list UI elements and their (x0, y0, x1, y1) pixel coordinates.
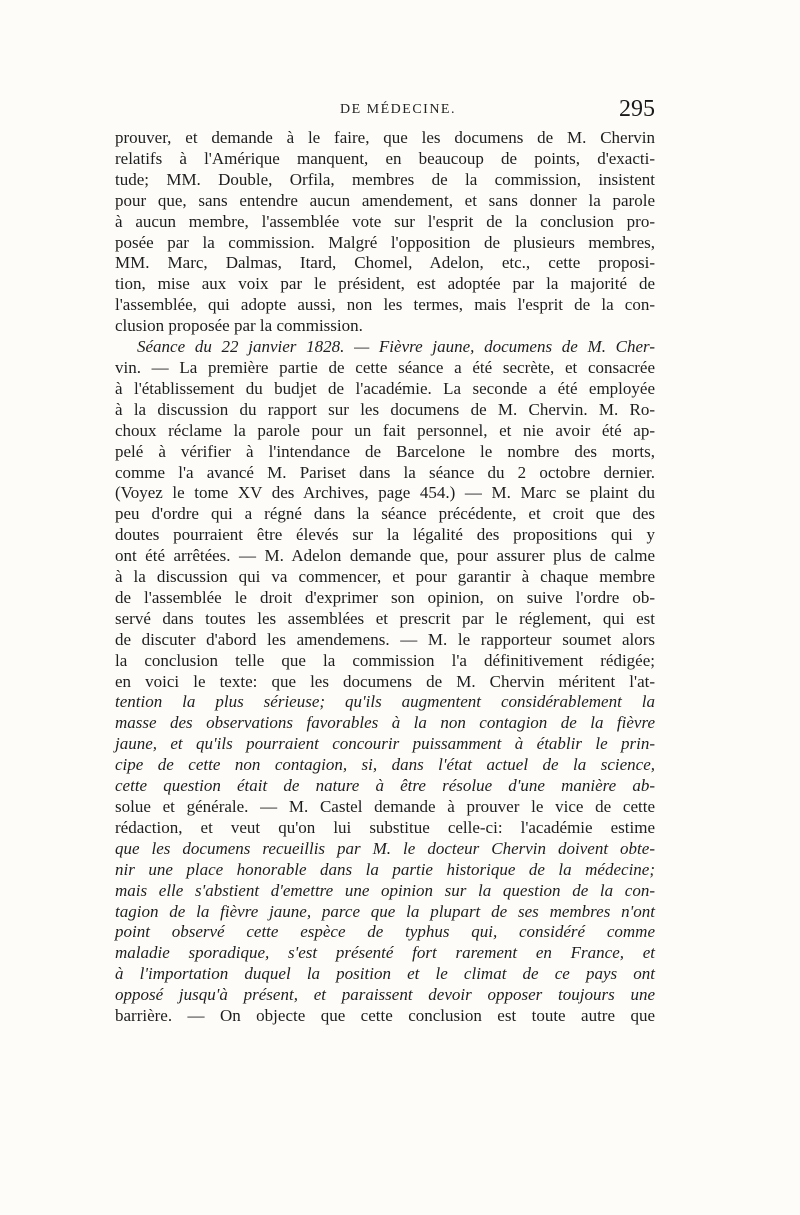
text-line: vin. — La première partie de cette séance a été secrète, et consacrée (115, 357, 655, 377)
running-title: DE MÉDECINE. (340, 102, 456, 117)
text-line: maladie sporadique, s'est présenté fort rarement en France, et (115, 943, 655, 963)
text-line: clusion proposée par la commission. (115, 316, 363, 336)
text-line: barrière. — On objecte que cette conclusion est toute autre que (115, 1006, 655, 1026)
text-line: peu d'ordre qui a régné dans la séance précédente, et croit que des (115, 504, 655, 524)
text-line: à l'importation duquel la position et le climat de ce pays ont (115, 964, 655, 984)
text-line: ont été arrêtées. — M. Adelon demande que, pour assurer plus de calme (115, 546, 655, 566)
body-text (115, 128, 655, 1027)
text-line: cipe de cette non contagion, si, dans l'état actuel de la science, (115, 755, 655, 775)
page-number: 295 (619, 96, 655, 122)
text-line: de l'assemblée le droit d'exprimer son opinion, on suive l'ordre ob- (115, 587, 655, 607)
text-line: jaune, et qu'ils pourraient concourir puissamment à établir le prin- (115, 734, 655, 754)
text-line: servé dans toutes les assemblées et prescrit par le réglement, qui est (115, 608, 655, 628)
text-line: en voici le texte: que les documens de M. Chervin méritent l'at- (115, 671, 655, 691)
text-line: tention la plus sérieuse; qu'ils augmentent considérablement la (115, 692, 655, 712)
text-line: que les documens recueillis par M. le docteur Chervin doivent obte- (115, 838, 655, 858)
text-line: pour que, sans entendre aucun amendement, et sans donner la parole (115, 190, 655, 210)
text-line: solue et générale. — M. Castel demande à prouver le vice de cette (115, 797, 655, 816)
text-line: doutes pourraient être élevés sur la légalité des propositions qui y (115, 525, 655, 545)
text-line: pelé à vérifier à l'intendance de Barcelone le nombre des morts, (115, 441, 655, 461)
text-line: comme l'a avancé M. Pariset dans la séance du 2 octobre dernier. (115, 462, 655, 482)
text-line: à la discussion du rapport sur les documens de M. Chervin. M. Ro- (115, 399, 655, 419)
text-line: choux réclame la parole pour un fait personnel, et nie avoir été ap- (115, 420, 655, 440)
text-line: à aucun membre, l'assemblée vote sur l'esprit de la conclusion pro- (115, 211, 655, 231)
text-line: tagion de la fièvre jaune, parce que la plupart de ses membres n'ont (115, 901, 655, 921)
text-line: relatifs à l'Amérique manquent, en beaucoup de points, d'exacti- (115, 148, 655, 168)
text-line: point observé cette espèce de typhus qui, considéré comme (115, 922, 655, 942)
text-line: de discuter d'abord les amendemens. — M. le rapporteur soumet alors (115, 629, 655, 649)
text-line: mais elle s'abstient d'emettre une opinion sur la question de la con- (115, 880, 655, 900)
text-line: (Voyez le tome XV des Archives, page 454.) — M. Marc se plaint du (115, 483, 655, 503)
page-header (115, 96, 655, 126)
text-line: à l'établissement du budjet de l'académie. La seconde a été employée (115, 378, 655, 398)
text-line: tude; MM. Double, Orfila, membres de la commission, insistent (115, 169, 655, 189)
text-line: à la discussion qui va commencer, et pour garantir à chaque membre (115, 567, 655, 587)
text-line: opposé jusqu'à présent, et paraissent devoir opposer toujours une (115, 985, 655, 1005)
text-line: l'assemblée, qui adopte aussi, non les termes, mais l'esprit de la con- (115, 295, 655, 315)
text-line: MM. Marc, Dalmas, Itard, Chomel, Adelon, etc., cette proposi- (115, 253, 655, 273)
text-line: cette question était de nature à être résolue d'une manière ab- (115, 776, 655, 796)
text-line: masse des observations favorables à la non contagion de la fièvre (115, 713, 655, 733)
text-line: posée par la commission. Malgré l'opposition de plusieurs membres, (115, 232, 655, 252)
text-line: la conclusion telle que la commission l'a définitivement rédigée; (115, 650, 655, 670)
text-line: prouver, et demande à le faire, que les documens de M. Chervin (115, 128, 655, 147)
text-line: Séance du 22 janvier 1828. — Fièvre jaune, documens de M. Cher- (137, 337, 655, 357)
text-line: rédaction, et veut qu'on lui substitue celle-ci: l'académie estime (115, 817, 655, 837)
text-line: tion, mise aux voix par le président, est adoptée par la majorité de (115, 274, 655, 294)
text-line: nir une place honorable dans la partie historique de la médecine; (115, 859, 655, 879)
